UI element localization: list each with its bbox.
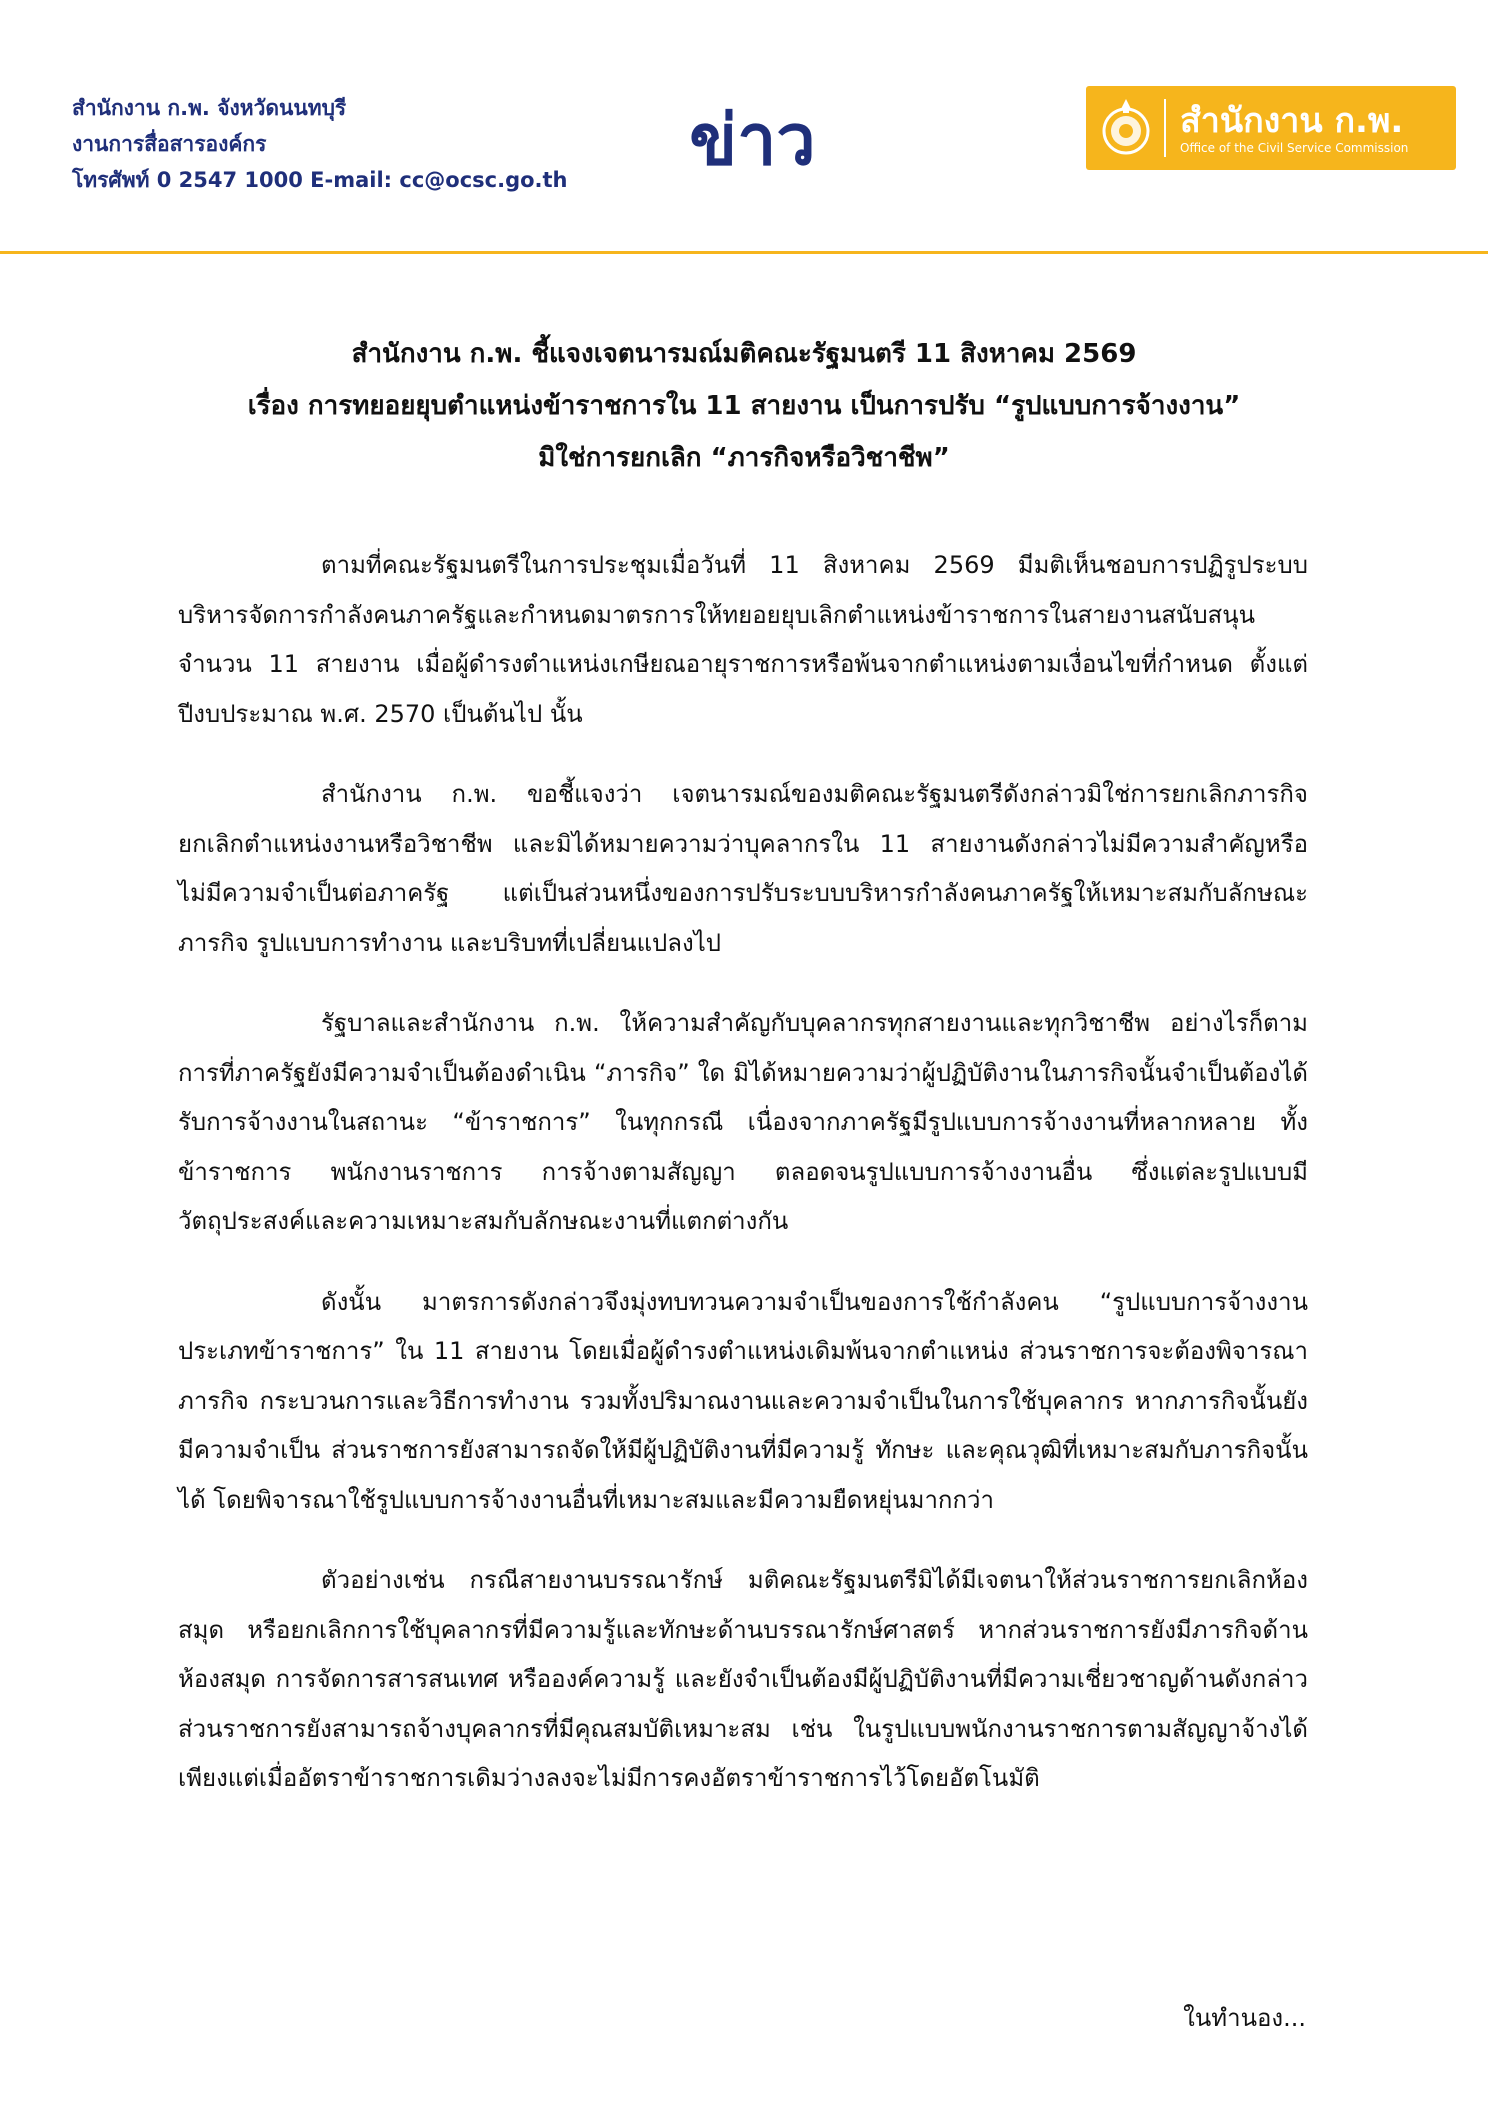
logo-english-name: Office of the Civil Service Commission: [1180, 141, 1409, 155]
headline-line-3: มิใช่การยกเลิก “ภารกิจหรือวิชาชีพ”: [538, 443, 950, 473]
logo-divider: [1164, 99, 1166, 157]
logo-text: [1180, 101, 1408, 155]
news-label: ข่าว: [689, 99, 816, 181]
headline-line-2: เรื่อง การทยอยยุบตำแหน่งข้าราชการใน 11 สายงาน เป็นการปรับ “รูปแบบการจ้างงาน”: [247, 391, 1241, 421]
paragraph-2: สำนักงาน ก.พ. ขอชี้แจงว่า เจตนารมณ์ของมติคณะรัฐมนตรีดังกล่าวมิใช่การยกเลิกภารกิจ ยกเลิกตำแหน่งงานหรือวิชาชีพ และมิได้หมายความว่าบุคลากรใน 11 สายงานดังกล่าวไม่มีความสำคัญหรือไม่มีความจำเป็นต่อภาครัฐ แต่เป็นส่วนหนึ่งของการปรับระบบบริหารกำลังคนภาครัฐให้เหมาะสมกับลักษณะภารกิจ รูปแบบการทำงาน และบริบทที่เปลี่ยนแปลงไป: [178, 780, 1308, 957]
office-name: สำนักงาน ก.พ. จังหวัดนนทบุรี: [72, 96, 347, 120]
department-name: งานการสื่อสารองค์กร: [72, 132, 267, 156]
paragraph-3: รัฐบาลและสำนักงาน ก.พ. ให้ความสำคัญกับบุคลากรทุกสายงานและทุกวิชาชีพ อย่างไรก็ตาม การที่ภาครัฐยังมีความจำเป็นต้องดำเนิน “ภารกิจ” ใด มิได้หมายความว่าผู้ปฏิบัติงานในภารกิจนั้นจำเป็นต้องได้รับการจ้างงานในสถานะ “ข้าราชการ” ในทุกกรณี เนื่องจากภาครัฐมีรูปแบบการจ้างงานที่หลากหลาย ทั้งข้าราชการ พนักงานราชการ การจ้างตามสัญญา ตลอดจนรูปแบบการจ้างงานอื่น ซึ่งแต่ละรูปแบบมีวัตถุประสงค์และความเหมาะสมกับลักษณะงานที่แตกต่างกัน: [178, 1009, 1308, 1235]
contact-phone-email: โทรศัพท์ 0 2547 1000 E-mail: cc@ocsc.go.th: [72, 168, 568, 192]
continuation-note: ในทำนอง...: [1183, 2004, 1306, 2032]
ocsc-emblem-icon: [1100, 97, 1152, 159]
headline-line-1: สำนักงาน ก.พ. ชี้แจงเจตนารมณ์มติคณะรัฐมนตรี 11 สิงหาคม 2569: [351, 339, 1137, 369]
article-body: [178, 541, 1308, 1835]
paragraph-1: ตามที่คณะรัฐมนตรีในการประชุมเมื่อวันที่ 11 สิงหาคม 2569 มีมติเห็นชอบการปฏิรูประบบบริหารจัดการกำลังคนภาครัฐและกำหนดมาตรการให้ทยอยยุบเลิกตำแหน่งข้าราชการในสายงานสนับสนุน จำนวน 11 สายงาน เมื่อผู้ดำรงตำแหน่งเกษียณอายุราชการหรือพ้นจากตำแหน่งตามเงื่อนไขที่กำหนด ตั้งแต่ปีงบประมาณ พ.ศ. 2570 เป็นต้นไป นั้น: [178, 551, 1308, 728]
header-divider-rule: [0, 251, 1488, 254]
ocsc-logo: [1086, 86, 1456, 170]
paragraph-5: ตัวอย่างเช่น กรณีสายงานบรรณารักษ์ มติคณะรัฐมนตรีมิได้มีเจตนาให้ส่วนราชการยกเลิกห้องสมุด หรือยกเลิกการใช้บุคลากรที่มีความรู้และทักษะด้านบรรณารักษ์ศาสตร์ หากส่วนราชการยังมีภารกิจด้านห้องสมุด การจัดการสารสนเทศ หรือองค์ความรู้ และยังจำเป็นต้องมีผู้ปฏิบัติงานที่มีความเชี่ยวชาญด้านดังกล่าว ส่วนราชการยังสามารถจ้างบุคลากรที่มีคุณสมบัติเหมาะสม เช่น ในรูปแบบพนักงานราชการตามสัญญาจ้างได้ เพียงแต่เมื่ออัตราข้าราชการเดิมว่างลงจะไม่มีการคงอัตราข้าราชการไว้โดยอัตโนมัติ: [178, 1566, 1308, 1792]
logo-thai-name: สำนักงาน ก.พ.: [1180, 101, 1404, 141]
headline-block: [0, 328, 1488, 484]
paragraph-4: ดังนั้น มาตรการดังกล่าวจึงมุ่งทบทวนความจำเป็นของการใช้กำลังคน “รูปแบบการจ้างงานประเภทข้าราชการ” ใน 11 สายงาน โดยเมื่อผู้ดำรงตำแหน่งเดิมพ้นจากตำแหน่ง ส่วนราชการจะต้องพิจารณาภารกิจ กระบวนการและวิธีการทำงาน รวมทั้งปริมาณงานและความจำเป็นในการใช้บุคลากร หากภารกิจนั้นยังมีความจำเป็น ส่วนราชการยังสามารถจัดให้มีผู้ปฏิบัติงานที่มีความรู้ ทักษะ และคุณวุฒิที่เหมาะสมกับภารกิจนั้นได้ โดยพิจารณาใช้รูปแบบการจ้างงานอื่นที่เหมาะสมและมีความยืดหยุ่นมากกว่า: [178, 1287, 1308, 1514]
